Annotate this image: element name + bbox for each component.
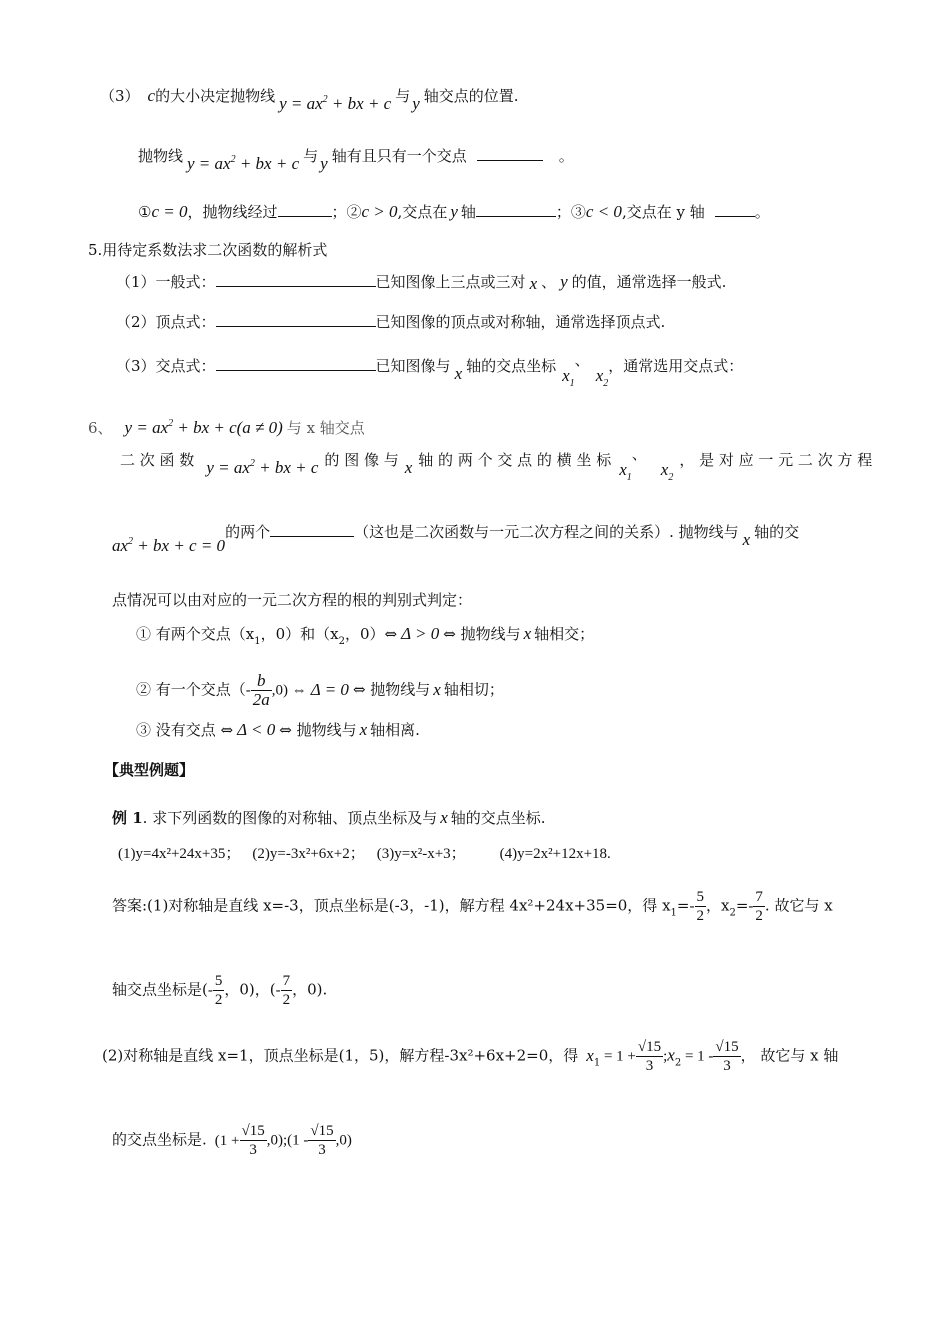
answer-1-line2: 轴交点坐标是(- $\frac{5}{2}$ ，0)，(- $\frac{7}{2}$ ，0). [112, 973, 328, 1008]
s5-heading: 5.用待定系数法求二次函数的解析式 [88, 241, 328, 259]
answer-blank [715, 202, 755, 217]
s5-general-form: （1）一般式： 已知图像上三点或三对 x 、 y 的值，通常选择一般式. [116, 272, 727, 293]
answer-blank [477, 146, 543, 161]
example-1-functions: (1)y=4x²+24x+35； (2)y=-3x²+6x+2； (3)y=x²-x+3； (4)y=2x²+12x+18. [118, 846, 611, 862]
s5-intercept-form: （3）交点式： 已知图像与 x 轴的交点坐标 $x_1$、$x_2$，通常选用交点式： [116, 351, 744, 389]
s3-line2: 抛物线 $y = ax^2$ + bx + c 与 y 轴有且只有一个交点 。 [138, 147, 574, 173]
s6-heading: 6、 $y = ax^2$ + bx + c(a ≠ 0) 与 x 轴交点 [88, 418, 365, 437]
s6-para3: 点情况可以由对应的一元二次方程的根的判别式判定： [112, 591, 473, 609]
answer-1-line1: 答案:(1)对称轴是直线 x=-3，顶点坐标是(-3，-1)，解方程 4x²+24x+35=0，得 $x_1=-$ $\frac{5}{2}$ ，$x_2=-$ $\frac{7}{2}$ . 故它与 x [112, 889, 833, 924]
answer-2-line1: (2)对称轴是直线 x=1，顶点坐标是(1，5)，解方程-3x²+6x+2=0，得 $x_1 = 1$ + $\frac{√15}{3}$ $;x_2 = 1$ - $\frac{√15}{3}$ ， 故它与 x 轴 [102, 1039, 839, 1074]
s6-para2: $ax^2$ + bx + c = 0的两个 （这也是二次函数与一元二次方程之间的关系）. 抛物线与 x 轴的交 [112, 523, 800, 555]
parabola-eq: $y = ax^2$ + bx + c [279, 94, 392, 113]
answer-2-line2: 的交点坐标是. (1 + $\frac{√15}{3}$ ,0);(1 - $\frac{√15}{3}$ ,0) [112, 1123, 352, 1158]
s5-vertex-form: （2）顶点式： 已知图像的顶点或对称轴，通常选择顶点式. [116, 313, 666, 331]
case-no-intersection: ③ 没有交点 ⇔ Δ < 0 ⇔ 抛物线与 x 轴相离. [136, 720, 420, 739]
examples-heading: 【典型例题】 [104, 761, 195, 779]
s3-line3: ①c = 0，抛物线经过 ；②c > 0,交点在 y 轴 ；③c < 0,交点在 y 轴 。 [138, 202, 770, 221]
case-two-intersections: ① 有两个交点（$x_1$，0）和（$x_2$，0）⇔ Δ > 0 ⇔ 抛物线与 x 轴相交； [136, 624, 595, 647]
answer-blank [216, 356, 376, 371]
s6-para1: 二 次 函 数 $y = ax^2$ + bx + c 的 图 像 与 x 轴 的 两 个 交 点 的 横 坐 标 $x_1$、$x_2$， 是 对 应 一 元 二 次 方 程 [120, 445, 873, 483]
s3-line1: （3） c的大小决定抛物线 $y = ax^2$ + bx + c 与 y 轴交点的位置. [100, 86, 519, 113]
case-one-intersection: ② 有一个交点（- $\frac{b}{2a}$ ,0) ⇔ Δ = 0 ⇔ 抛物线与 x 轴相切； [136, 671, 504, 709]
answer-blank [278, 202, 332, 217]
answer-blank [216, 312, 376, 327]
example-1-prompt: 例 1. 求下列函数的图像的对称轴、顶点坐标及与 x 轴的交点坐标. [112, 808, 546, 827]
answer-blank [476, 202, 556, 217]
answer-blank [270, 522, 354, 537]
answer-blank [216, 272, 376, 287]
